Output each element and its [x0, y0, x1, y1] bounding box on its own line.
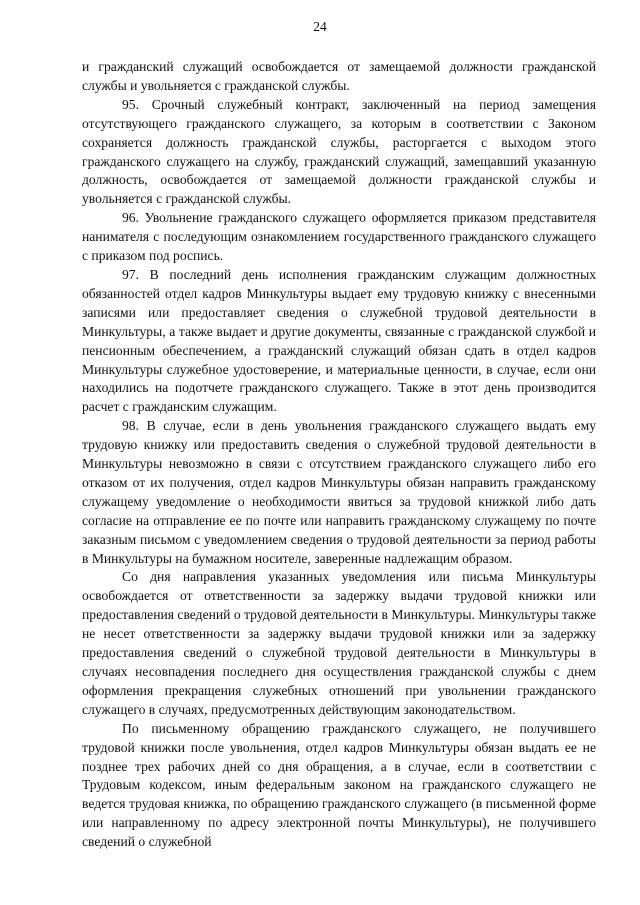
paragraph-98: 98. В случае, если в день увольнения гражданского служащего выдать ему трудовую книжку или предоставить сведения о служебной трудовой деятельности в Минкультуры невозможно в связи с отсутствием гражданского служащего либо его отказом от их получения, отдел кадров Минкультуры обязан направить гражданскому служащему уведомление о необходимости явиться за трудовой книжкой либо дать согласие на отправление ее по почте или направить гражданскому служащему по почте заказным письмом с уведомлением сведения о трудовой деятельности за период работы в Минкультуры на бумажном носителе, заверенные надлежащим образом.: [82, 418, 596, 566]
paragraph-96: 96. Увольнение гражданского служащего оформляется приказом представителя нанимателя с последующим ознакомлением государственного гражданского служащего с приказом под роспись.: [82, 210, 596, 264]
paragraph-97: 97. В последний день исполнения гражданским служащим должностных обязанностей отдел кадров Минкультуры выдает ему трудовую книжку с внесенными записями или предоставляет сведения о служебной трудовой деятельности в Минкультуры, а также выдает и другие документы, связанные с гражданской службой и пенсионным обеспечением, а гражданский служащий обязан сдать в отдел кадров Минкультуры служебное удостоверение, и материальные ценности, в случае, если они находились на подотчете гражданского служащего. Также в этот день производится расчет с гражданским служащим.: [82, 266, 596, 415]
paragraph-95: 95. Срочный служебный контракт, заключенный на период замещения отсутствующего гражданского служащего, за которым в соответствии с Законом сохраняется должность гражданской службы, расторгается с выходом этого гражданского служащего на службу, гражданский служащий, замещавший указанную должность, освобождается от замещаемой должности гражданской службы и увольняется с гражданской службы.: [82, 96, 596, 207]
page-number: 24: [313, 19, 327, 34]
paragraph-continuation: и гражданский служащий освобождается от замещаемой должности гражданской службы и увольняется с гражданской службы.: [82, 59, 596, 93]
paragraph-98-notice-release: Со дня направления указанных уведомления или письма Минкультуры освобождается от ответственности за задержку выдачи трудовой книжки или предоставления сведений о трудовой деятельности в Минкультуры. Минкультуры также не несет ответственности за задержку выдачи трудовой книжки или за задержку предоставления сведений о служебной трудовой деятельности в Минкультуры в случаях несовпадения последнего дня осуществления гражданской службы с днем оформления прекращения служебных отношений при увольнении гражданского служащего в случаях, предусмотренных действующим законодательством.: [82, 569, 596, 717]
paragraph-98-written-request: По письменному обращению гражданского служащего, не получившего трудовой книжки после увольнения, отдел кадров Минкультуры обязан выдать ее не позднее трех рабочих дней со дня обращения, а в случае, если в соответствии с Трудовым кодексом, иным федеральным законом на гражданского служащего не ведется трудовая книжка, по обращению гражданского служащего (в письменной форме или направленному по адресу электронной почты Минкультуры), не получившего сведений о служебной: [82, 720, 596, 850]
document-body: [82, 58, 596, 852]
